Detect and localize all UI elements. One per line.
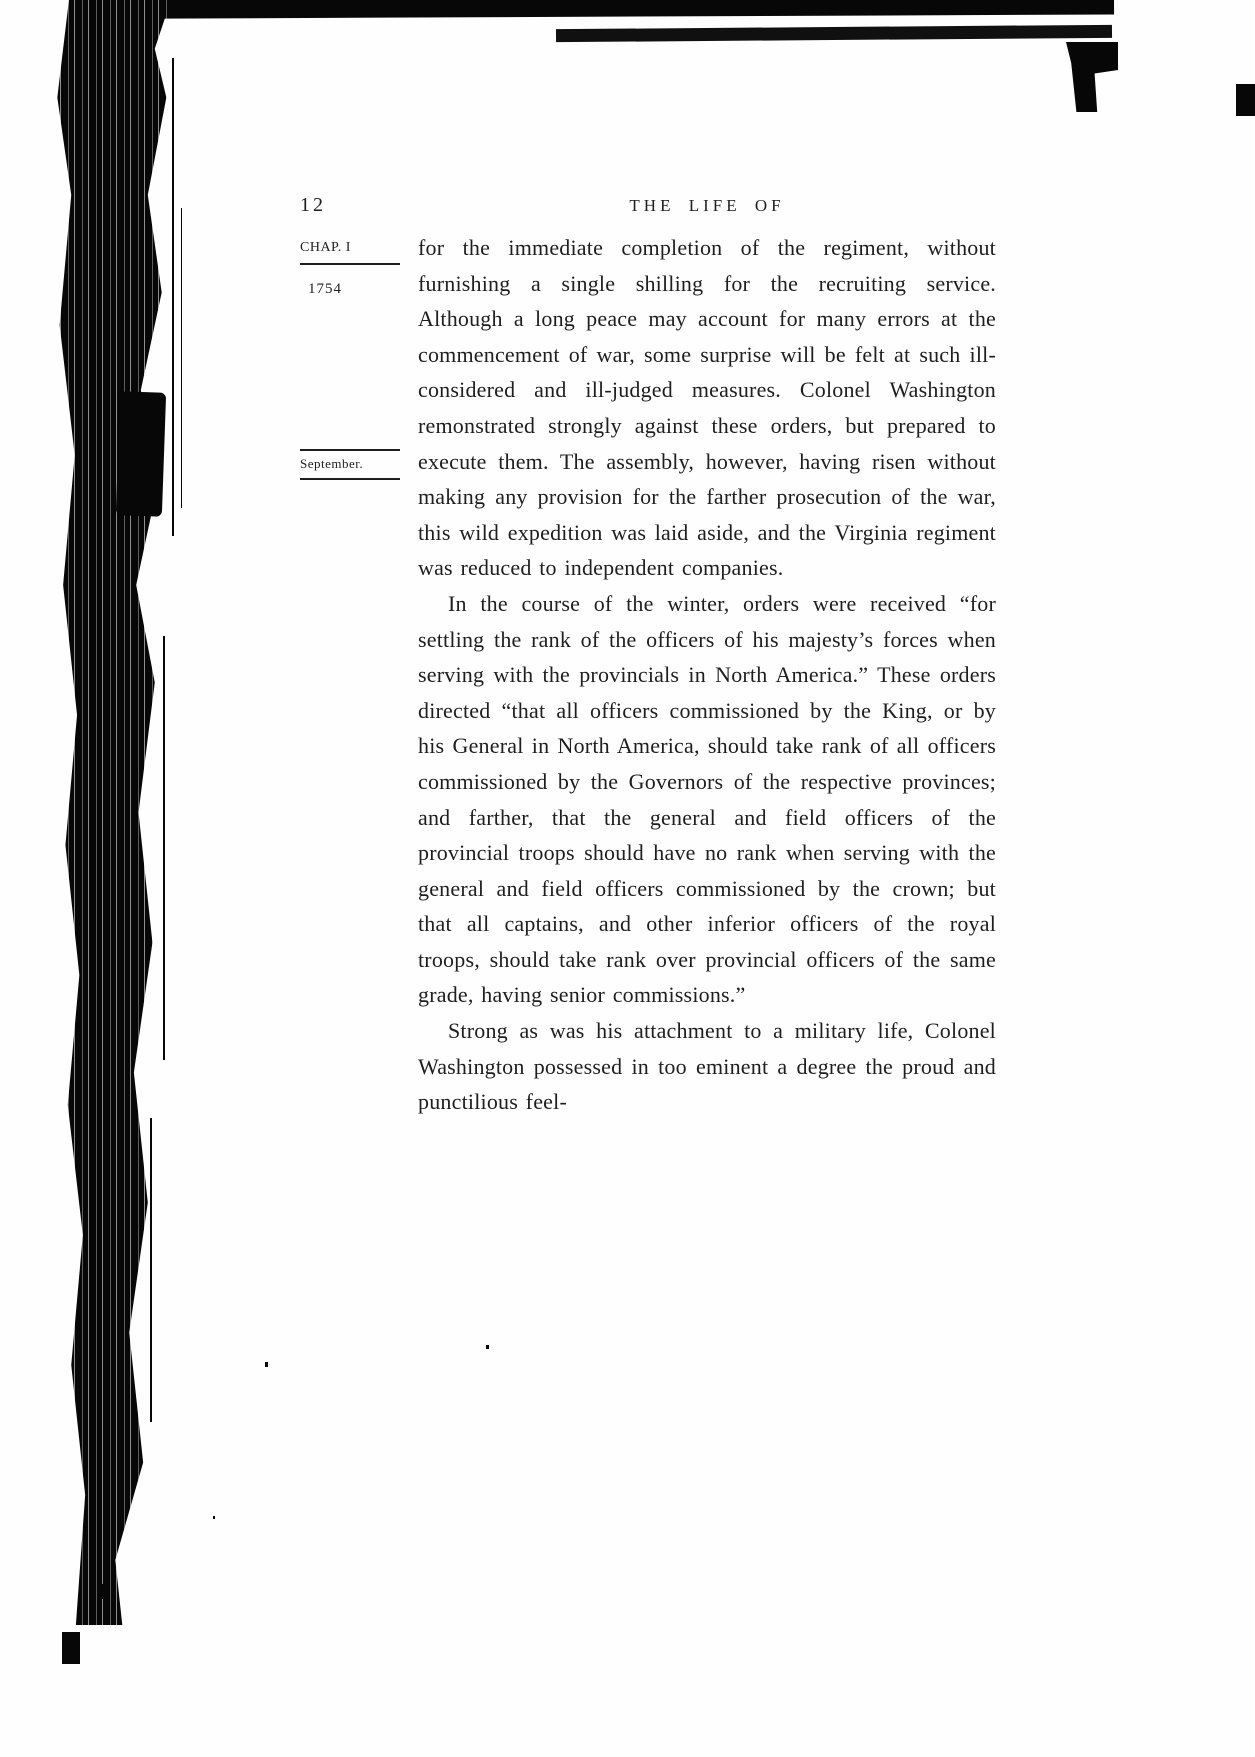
scan-artifact-line <box>172 58 174 536</box>
margin-note-chapter: CHAP. I <box>300 240 400 265</box>
scan-artifact-top-bar-secondary <box>556 25 1112 42</box>
scan-speck <box>265 1362 268 1367</box>
scan-artifact-line <box>163 636 165 1060</box>
paragraph: Strong as was his attachment to a military life, Colonel Washington possessed in too eminent a degree the proud and punctilious feel- <box>418 1018 996 1115</box>
scan-artifact-top-right-wedge <box>1066 42 1118 112</box>
scan-speck <box>213 1516 215 1519</box>
scan-artifact-blob <box>116 391 166 517</box>
scan-artifact-bottom-mark <box>62 1632 80 1664</box>
scan-artifact-top-bar <box>76 0 1114 19</box>
scan-artifact-line <box>150 1118 152 1422</box>
scan-artifact-bottom-mark <box>100 1584 108 1599</box>
scan-artifact-line <box>181 208 182 508</box>
scan-artifact-left-strip <box>55 0 171 1625</box>
scan-speck <box>486 1345 489 1349</box>
margin-note-year: 1754 <box>308 281 342 297</box>
page-body <box>418 230 996 1120</box>
paragraph-continued: for the immediate completion of the regiment, without furnishing a single shilling for the recruiting service. Although a long peace may account for many errors at the commencement of war, some surprise will be felt at such ill-considered and ill-judged measures. Colonel Washington remonstrated strongly against these orders, but prepared to execute them. The assembly, however, having risen without making any provision for the farther prosecution of the war, this wild expedition was laid aside, and the Virginia regiment was reduced to independent companies. <box>418 235 996 581</box>
scan-artifact-right-edge <box>1236 84 1255 116</box>
page-number: 12 <box>300 194 326 216</box>
paragraph: In the course of the winter, orders were received “for settling the rank of the officers of his majesty’s forces when serving with the provincials in North America.” These orders directed “that all officers commissioned by the King, or by his General in North America, should take rank of all officers commissioned by the Governors of the respective provinces; and farther, that the general and field officers of the provincial troops should have no rank when serving with the general and field officers commissioned by the crown; but that all captains, and other inferior officers of the royal troops, should take rank over provincial officers of the same grade, having senior commissions.” <box>418 590 996 1008</box>
margin-note-month: September. <box>300 449 400 480</box>
running-header: THE LIFE OF <box>629 196 785 215</box>
